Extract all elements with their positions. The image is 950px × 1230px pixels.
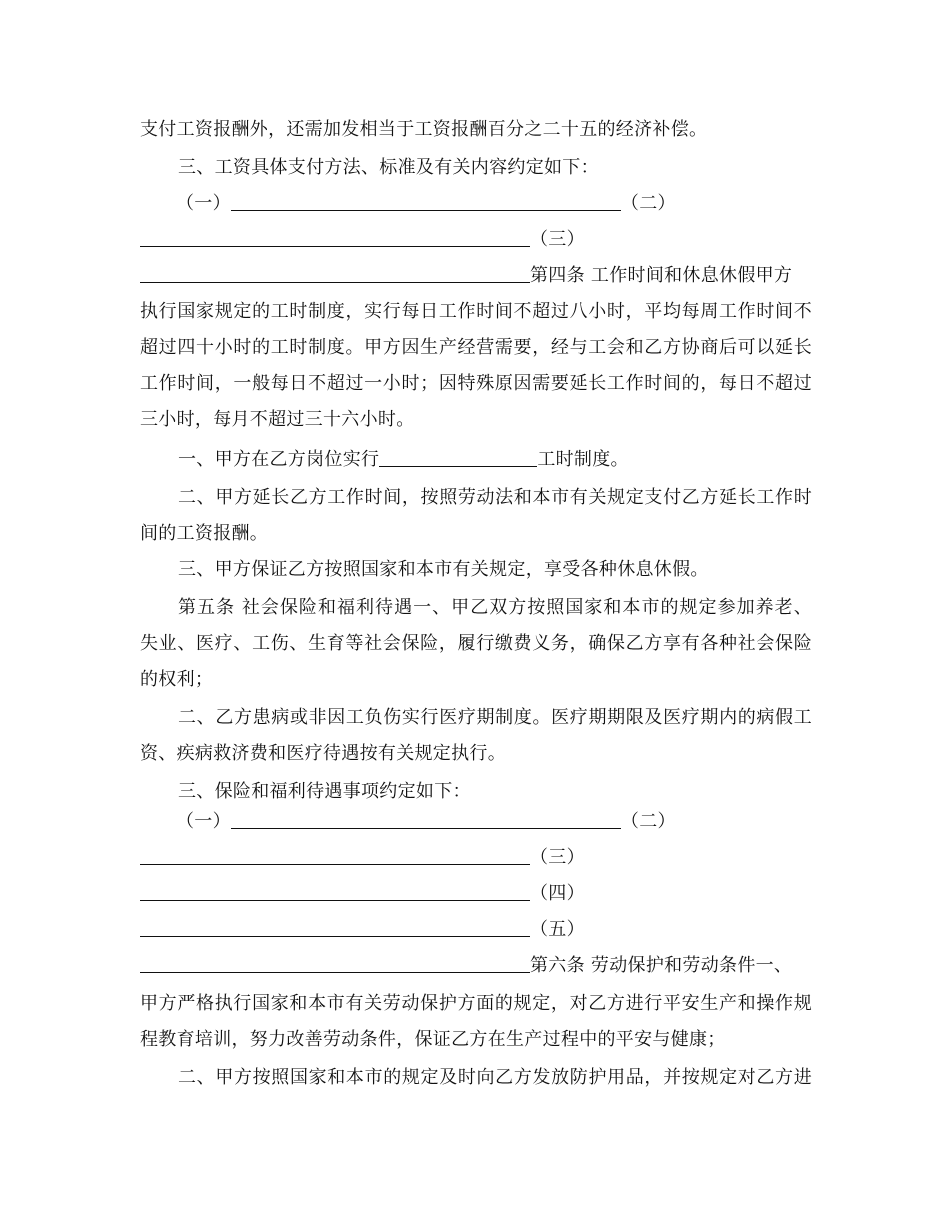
item-marker: （二） [620,811,676,832]
paragraph-line [178,1065,812,1091]
paragraph-line [140,335,812,361]
item-marker: （三） [530,847,585,868]
paragraph-line [140,407,415,433]
text: 的权利； [140,669,214,690]
item-marker: （四） [530,883,585,904]
text: 二、甲方按照国家和本市的规定及时向乙方发放防护用品，并按规定对乙方进 [178,1067,812,1088]
fill-in-blank[interactable] [140,918,530,937]
fill-in-blank[interactable] [140,264,530,283]
fill-in-blank[interactable] [140,882,530,901]
text: 程教育培训，努力改善劳动条件，保证乙方在生产过程中的平安与健康； [140,1029,726,1050]
blank-line [140,917,585,943]
paragraph-line [178,155,599,181]
text: 一、甲方在乙方岗位实行 [178,449,380,470]
paragraph-line [140,521,268,547]
blank-line [140,881,585,907]
paragraph-line [178,557,709,583]
paragraph-line [140,117,707,143]
text: 二、乙方患病或非因工负伤实行医疗期制度。医疗期期限及医疗期内的病假工 [178,707,812,728]
fill-in-blank[interactable] [140,846,530,865]
text: 间的工资报酬。 [140,523,269,544]
blank-line [140,263,792,289]
paragraph-line [178,447,629,473]
blank-line [176,809,676,835]
paragraph-line [140,991,812,1017]
paragraph-line [178,485,812,511]
text: 三、甲方保证乙方按照国家和本市有关规定，享受各种休息休假。 [178,559,709,580]
paragraph-line [140,299,812,325]
item-marker: （二） [620,193,676,214]
text: 工时制度。 [537,449,629,470]
blank-line [140,227,585,253]
item-marker: （一） [176,811,231,832]
text: 三、保险和福利待遇事项约定如下： [178,781,471,802]
text: 资、疾病救济费和医疗待遇按有关规定执行。 [140,743,506,764]
paragraph-line [178,779,471,805]
fill-in-blank[interactable] [379,448,537,467]
item-marker: （三） [530,229,585,250]
fill-in-blank[interactable] [140,228,530,247]
text: 工作时间，一般每日不超过一小时；因特殊原因需要延长工作时间的，每日不超过 [140,373,812,394]
paragraph-line [140,741,506,767]
paragraph-line [140,371,812,397]
blank-line [140,845,585,871]
blank-line [176,191,676,217]
article-heading: 第四条 工作时间和休息休假甲方 [530,265,793,286]
paragraph-line [140,667,213,693]
text: 支付工资报酬外，还需加发相当于工资报酬百分之二十五的经济补偿。 [140,119,708,140]
paragraph-line [178,705,812,731]
text: 超过四十小时的工时制度。甲方因生产经营需要，经与工会和乙方协商后可以延长 [140,337,812,358]
text: 三小时，每月不超过三十六小时。 [140,409,415,430]
item-marker: （五） [530,919,585,940]
paragraph-line [140,1027,726,1053]
text: 执行国家规定的工时制度，实行每日工作时间不超过八小时，平均每周工作时间不 [140,301,812,322]
fill-in-blank[interactable] [140,954,530,973]
blank-line [140,953,792,979]
paragraph-line [178,595,812,621]
article-heading: 第五条 社会保险和福利待遇一、甲乙双方按照国家和本市的规定参加养老、 [178,597,812,618]
text: 二、甲方延长乙方工作时间，按照劳动法和本市有关规定支付乙方延长工作时 [178,487,812,508]
item-marker: （一） [176,193,231,214]
fill-in-blank[interactable] [231,192,621,211]
text: 甲方严格执行国家和本市有关劳动保护方面的规定，对乙方进行平安生产和操作规 [140,993,812,1014]
text: 三、工资具体支付方法、标准及有关内容约定如下： [178,157,599,178]
article-heading: 第六条 劳动保护和劳动条件一、 [530,955,793,976]
text: 失业、医疗、工伤、生育等社会保险，履行缴费义务，确保乙方享有各种社会保险 [140,633,812,654]
paragraph-line [140,631,812,657]
fill-in-blank[interactable] [231,810,621,829]
